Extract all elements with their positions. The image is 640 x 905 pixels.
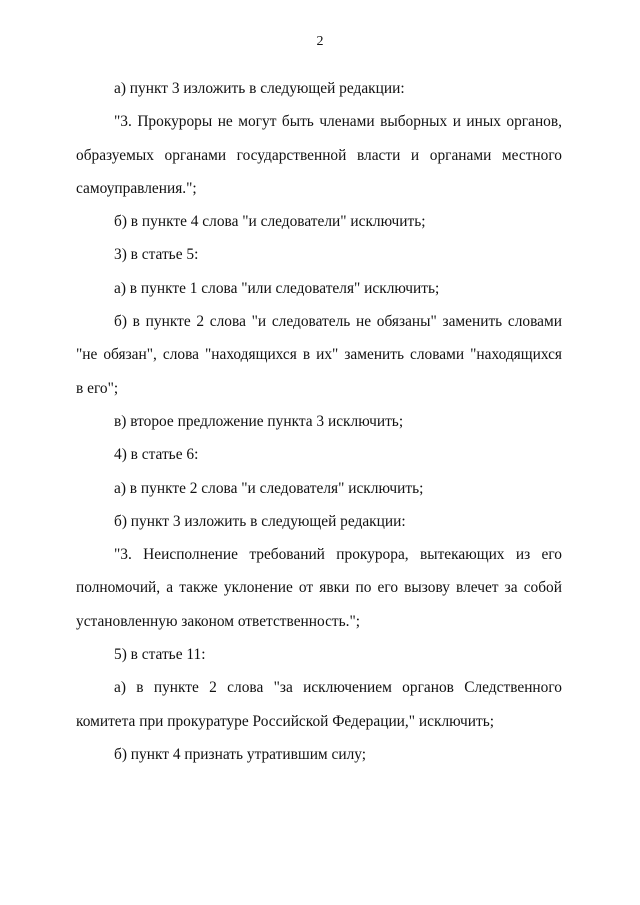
quoted-paragraph-prokurory bbox=[76, 105, 562, 205]
paragraph-a-punkt-1: а) в пункте 1 слова "или следователя" исключить; bbox=[114, 279, 440, 297]
paragraph-v-punkt-3: в) второе предложение пункта 3 исключить; bbox=[114, 412, 404, 430]
text-line: "не обязан", слова "находящихся в их" заменить словами "находящихся bbox=[76, 346, 562, 364]
text-line: установленную законом ответственность."; bbox=[76, 612, 361, 630]
text-line: самоуправления."; bbox=[76, 179, 197, 197]
text-line: в его"; bbox=[76, 379, 119, 397]
paragraph-a-punkt-2: а) в пункте 2 слова "и следователя" исключить; bbox=[114, 479, 424, 497]
paragraph-b-punkt-2 bbox=[76, 305, 562, 405]
text-line: образуемых органами государственной власти и органами местного bbox=[76, 146, 562, 164]
paragraph-statya-6: 4) в статье 6: bbox=[114, 446, 199, 464]
quoted-paragraph-neispolnenie bbox=[76, 538, 562, 638]
paragraph-b-punkt-4: б) в пункте 4 слова "и следователи" исключить; bbox=[114, 213, 426, 231]
text-line: "3. Прокуроры не могут быть членами выборных и иных органов, bbox=[114, 113, 562, 131]
document-body bbox=[76, 72, 562, 771]
text-line: полномочий, а также уклонение от явки по его вызову влечет за собой bbox=[76, 579, 562, 597]
text-line: "3. Неисполнение требований прокурора, вытекающих из его bbox=[114, 546, 562, 564]
paragraph-b-punkt-3: б) пункт 3 изложить в следующей редакции: bbox=[114, 512, 406, 530]
page-number: 2 bbox=[316, 34, 324, 49]
paragraph-statya-5: 3) в статье 5: bbox=[114, 246, 199, 264]
text-line: комитета при прокуратуре Российской Федерации," исключить; bbox=[76, 712, 495, 730]
paragraph-a-punkt-2-statya-11 bbox=[76, 671, 562, 738]
paragraph-b-punkt-4-statya-11: б) пункт 4 признать утратившим силу; bbox=[114, 745, 367, 763]
text-line: а) в пункте 2 слова "за исключением органов Следственного bbox=[114, 679, 562, 697]
paragraph-a-punkt-3: а) пункт 3 изложить в следующей редакции: bbox=[114, 80, 405, 97]
text-line: б) в пункте 2 слова "и следователь не обязаны" заменить словами bbox=[114, 313, 562, 331]
paragraph-statya-11: 5) в статье 11: bbox=[114, 646, 206, 664]
